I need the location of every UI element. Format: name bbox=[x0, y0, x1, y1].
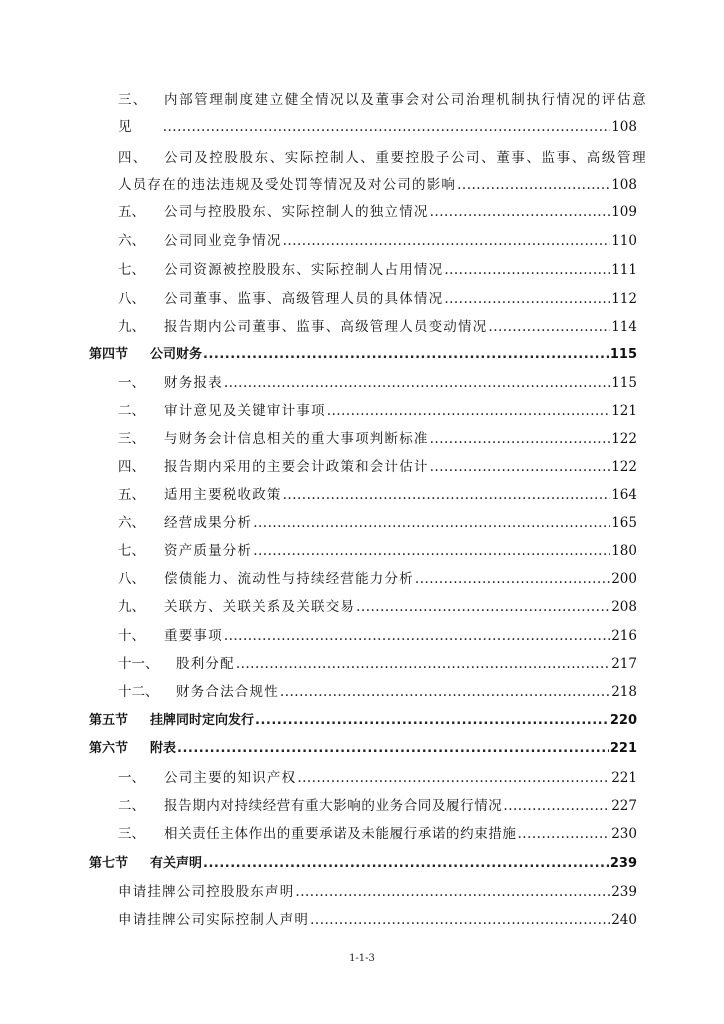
toc-item-row[interactable] bbox=[118, 624, 637, 648]
toc-item-page: 208 bbox=[611, 599, 637, 615]
dot-leader bbox=[224, 371, 610, 395]
toc-item-number: 二、 bbox=[118, 403, 145, 419]
toc-item-number: 八、 bbox=[118, 571, 145, 587]
toc-item-page: 180 bbox=[611, 543, 637, 559]
toc-section-number: 第五节 bbox=[89, 713, 129, 728]
toc-section-number: 第四节 bbox=[89, 347, 129, 362]
dot-leader bbox=[356, 595, 610, 619]
toc-item-row[interactable] bbox=[118, 455, 637, 479]
dot-leader bbox=[280, 680, 610, 704]
dot-leader bbox=[253, 511, 610, 535]
toc-item-page: 122 bbox=[611, 431, 637, 447]
toc-item-row[interactable] bbox=[118, 880, 637, 904]
toc-section-row[interactable] bbox=[89, 709, 637, 733]
toc-item-title: 报告期内对持续经营有重大影响的业务合同及履行情况 bbox=[164, 798, 503, 814]
toc-item-title: 财务报表 bbox=[164, 375, 223, 391]
toc-item-page: 115 bbox=[611, 375, 637, 391]
toc-item-row[interactable] bbox=[118, 115, 637, 139]
toc-item-row[interactable] bbox=[118, 315, 637, 339]
toc-item-number: 九、 bbox=[118, 599, 145, 615]
toc-item-page: 114 bbox=[611, 319, 637, 335]
toc-item-title: 与财务会计信息相关的重大事项判断标准 bbox=[164, 431, 429, 447]
toc-item-row[interactable] bbox=[118, 427, 637, 451]
toc-section-page: 220 bbox=[609, 713, 637, 728]
dot-leader bbox=[457, 173, 610, 197]
toc-item-title: 资产质量分析 bbox=[164, 543, 253, 559]
dot-leader bbox=[430, 200, 611, 224]
toc-item-title: 经营成果分析 bbox=[164, 515, 253, 531]
toc-item-page: 112 bbox=[611, 291, 637, 307]
toc-item-page: 108 bbox=[611, 177, 637, 193]
toc-section-number: 第六节 bbox=[89, 741, 129, 756]
toc-item-number: 五、 bbox=[118, 487, 145, 503]
toc-item-row[interactable] bbox=[118, 200, 637, 224]
dot-leader bbox=[327, 399, 611, 423]
toc-section-title: 有关声明 bbox=[150, 856, 203, 871]
toc-item-title: 申请挂牌公司实际控制人声明 bbox=[118, 912, 310, 928]
toc-section-page: 115 bbox=[609, 347, 637, 362]
toc-item-page: 216 bbox=[611, 628, 637, 644]
toc-item-number: 一、 bbox=[118, 770, 145, 786]
dot-leader bbox=[283, 229, 611, 253]
dot-leader bbox=[163, 115, 611, 139]
dot-leader bbox=[253, 539, 610, 563]
toc-section-row[interactable] bbox=[89, 852, 637, 876]
toc-item-row[interactable] bbox=[118, 287, 637, 311]
toc-item-number: 二、 bbox=[118, 798, 145, 814]
toc-item-title: 公司与控股股东、实际控制人的独立情况 bbox=[164, 204, 429, 220]
toc-item-page: 221 bbox=[611, 770, 637, 786]
toc-item-number: 九、 bbox=[118, 319, 145, 335]
dot-leader bbox=[488, 315, 610, 339]
toc-item-number: 六、 bbox=[118, 515, 145, 531]
dot-leader bbox=[203, 852, 609, 876]
toc-item-title: 重要事项 bbox=[164, 628, 223, 644]
toc-section-title: 附表 bbox=[150, 741, 177, 756]
toc-item-number: 三、 bbox=[118, 92, 148, 108]
toc-item-title: 公司及控股股东、实际控制人、重要控股子公司、董事、监事、高级管理 bbox=[164, 150, 648, 166]
toc-item-number: 六、 bbox=[118, 233, 145, 249]
dot-leader bbox=[203, 343, 609, 367]
toc-item-row[interactable] bbox=[118, 794, 637, 818]
toc-item-row[interactable] bbox=[118, 652, 637, 676]
toc-item-page: 227 bbox=[611, 798, 637, 814]
dot-leader bbox=[444, 287, 610, 311]
toc-item-page: 121 bbox=[611, 403, 637, 419]
toc-item-page: 122 bbox=[611, 459, 637, 475]
toc-section-page: 239 bbox=[609, 856, 637, 871]
toc-section-page: 221 bbox=[609, 741, 637, 756]
toc-section-title: 公司财务 bbox=[150, 347, 203, 362]
toc-item-row[interactable] bbox=[118, 908, 637, 932]
toc-item-row[interactable] bbox=[118, 680, 637, 704]
toc-item-title: 关联方、关联关系及关联交易 bbox=[164, 599, 356, 615]
toc-item-page: 218 bbox=[611, 684, 637, 700]
dot-leader bbox=[415, 567, 610, 591]
dot-leader bbox=[177, 737, 609, 761]
toc-item-number: 四、 bbox=[118, 459, 145, 475]
toc-item-page: 110 bbox=[611, 233, 637, 249]
toc-item-number: 十二、 bbox=[118, 684, 159, 700]
toc-item-row[interactable] bbox=[118, 483, 637, 507]
dot-leader bbox=[236, 652, 610, 676]
toc-item-title: 公司同业竞争情况 bbox=[164, 233, 282, 249]
toc-item-title: 适用主要税收政策 bbox=[164, 487, 282, 503]
toc-section-title: 挂牌同时定向发行 bbox=[150, 713, 255, 728]
toc-item-title: 公司董事、监事、高级管理人员的具体情况 bbox=[164, 291, 444, 307]
toc-item-row[interactable] bbox=[118, 822, 637, 846]
toc-item-title: 申请挂牌公司控股股东声明 bbox=[118, 884, 295, 900]
toc-item-number: 十一、 bbox=[118, 656, 159, 672]
toc-item-title: 相关责任主体作出的重要承诺及未能履行承诺的约束措施 bbox=[164, 826, 517, 842]
toc-item-row[interactable] bbox=[118, 371, 637, 395]
toc-item-title: 股利分配 bbox=[176, 656, 235, 672]
toc-item-page: 217 bbox=[611, 656, 637, 672]
toc-item-page: 230 bbox=[611, 826, 637, 842]
toc-item-row[interactable] bbox=[118, 229, 637, 253]
toc-item-number: 三、 bbox=[118, 431, 145, 447]
toc-item-page: 108 bbox=[611, 119, 637, 135]
toc-item-row[interactable] bbox=[118, 595, 637, 619]
toc-item-page: 164 bbox=[611, 487, 637, 503]
toc-item-row[interactable] bbox=[118, 399, 637, 423]
dot-leader bbox=[430, 427, 611, 451]
toc-item-title: 公司主要的知识产权 bbox=[164, 770, 297, 786]
toc-item-title: 报告期内采用的主要会计政策和会计估计 bbox=[164, 459, 429, 475]
toc-item-page: 111 bbox=[611, 262, 637, 278]
toc-item-row[interactable] bbox=[118, 173, 637, 197]
toc-item-page: 165 bbox=[611, 515, 637, 531]
toc-item-row[interactable] bbox=[118, 258, 637, 282]
dot-leader bbox=[310, 908, 610, 932]
dot-leader bbox=[295, 880, 610, 904]
toc-item-title: 偿债能力、流动性与持续经营能力分析 bbox=[164, 571, 414, 587]
toc-item-title: 公司资源被控股股东、实际控制人占用情况 bbox=[164, 262, 444, 278]
dot-leader bbox=[430, 455, 611, 479]
toc-item-number: 十、 bbox=[118, 628, 145, 644]
toc-item-number: 八、 bbox=[118, 291, 145, 307]
toc-section-row[interactable] bbox=[89, 343, 637, 367]
toc-section-row[interactable] bbox=[89, 737, 637, 761]
toc-item-title: 报告期内公司董事、监事、高级管理人员变动情况 bbox=[164, 319, 488, 335]
dot-leader bbox=[255, 709, 609, 733]
toc-item-number: 一、 bbox=[118, 375, 145, 391]
toc-item-row[interactable] bbox=[118, 511, 637, 535]
dot-leader bbox=[283, 483, 611, 507]
toc-item-title: 人员存在的违法违规及受处罚等情况及对公司的影响 bbox=[118, 177, 457, 193]
toc-item-row[interactable] bbox=[118, 539, 637, 563]
toc-item-title: 审计意见及关键审计事项 bbox=[164, 403, 326, 419]
dot-leader bbox=[503, 794, 610, 818]
toc-item-title: 见 bbox=[118, 119, 133, 135]
dot-leader bbox=[224, 624, 610, 648]
toc-item-number: 七、 bbox=[118, 262, 145, 278]
toc-item-number: 五、 bbox=[118, 204, 145, 220]
dot-leader bbox=[297, 766, 610, 790]
toc-item-row[interactable] bbox=[118, 567, 637, 591]
toc-item-title: 财务合法合规性 bbox=[176, 684, 279, 700]
dot-leader bbox=[518, 822, 611, 846]
dot-leader bbox=[444, 258, 610, 282]
toc-item-page: 200 bbox=[611, 571, 637, 587]
page-number-footer: 1-1-3 bbox=[349, 953, 375, 964]
toc-item-title: 内部管理制度建立健全情况以及董事会对公司治理机制执行情况的评估意 bbox=[164, 92, 648, 108]
toc-item-number: 七、 bbox=[118, 543, 145, 559]
toc-item-page: 240 bbox=[611, 912, 637, 928]
toc-section-number: 第七节 bbox=[89, 856, 129, 871]
toc-item-page: 239 bbox=[611, 884, 637, 900]
toc-item-row[interactable] bbox=[118, 766, 637, 790]
toc-item-number: 四、 bbox=[118, 150, 148, 166]
toc-item-page: 109 bbox=[611, 204, 637, 220]
toc-item-number: 三、 bbox=[118, 826, 145, 842]
